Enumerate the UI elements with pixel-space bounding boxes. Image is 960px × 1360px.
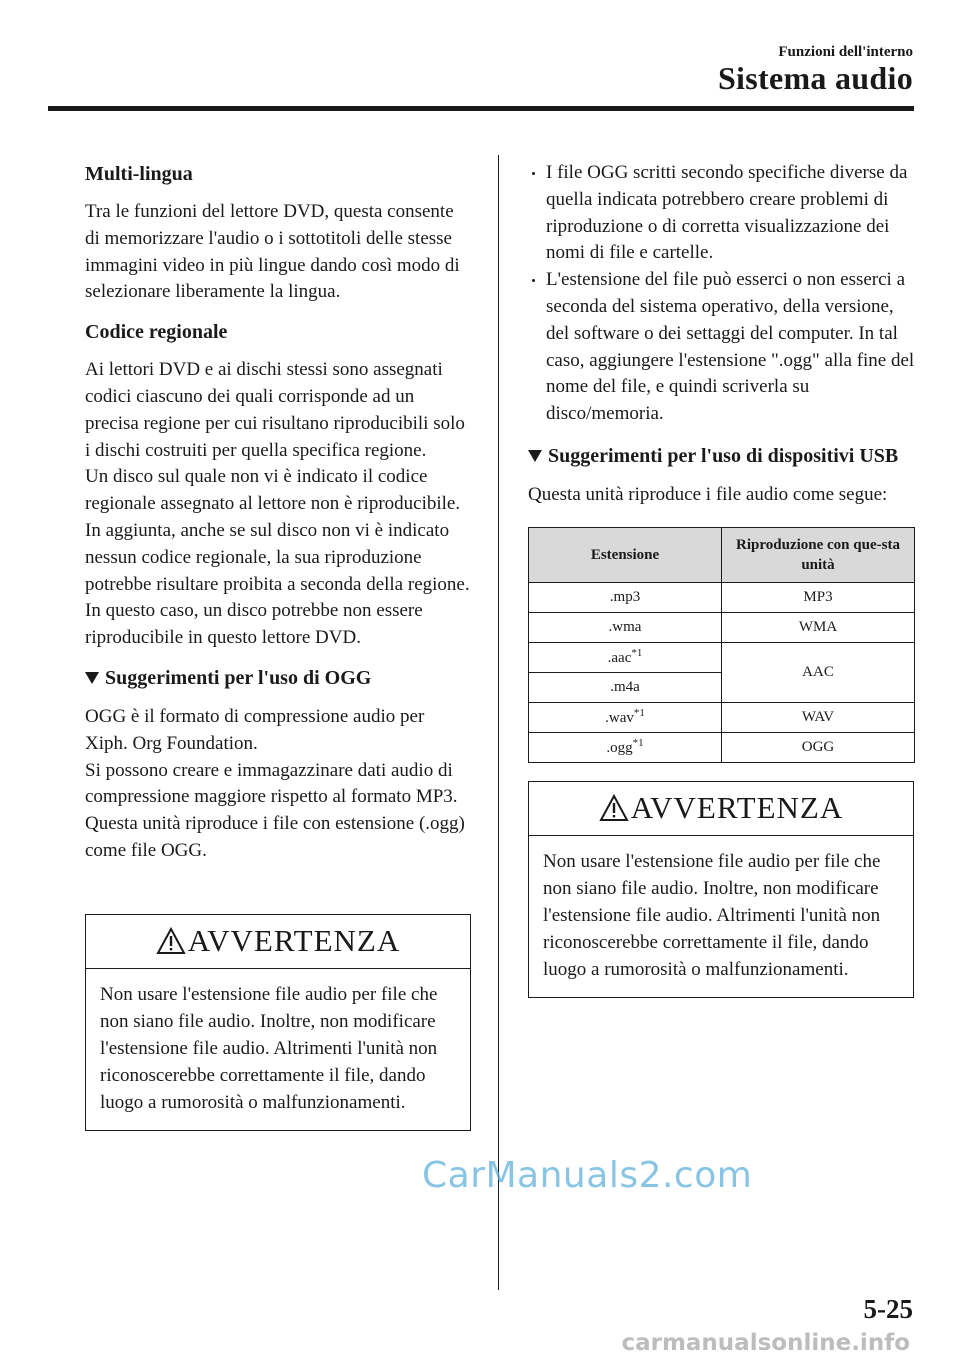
warning-box-right [528,781,914,998]
table-header-row [529,527,915,582]
file-format-table [528,527,915,763]
right-column [528,160,915,998]
cell-extension: .wma [529,612,722,642]
usb-tips-heading [528,442,915,470]
watermark-footer: carmanualsonline.info [621,1330,910,1356]
region-code-heading: Codice regionale [85,321,228,344]
cell-format: WAV [722,702,915,732]
warning-title: AVVERTENZA [187,923,401,959]
cell-extension: .mp3 [529,582,722,612]
usb-tips-heading-text: Suggerimenti per l'uso di dispositivi USB [548,444,899,467]
warning-header [86,915,470,969]
footnote-marker: *1 [632,737,644,750]
header-section-label: Funzioni dell'interno [778,44,913,60]
warning-header [529,782,913,836]
ogg-tips-heading [85,664,470,692]
column-header-playback: Riproduzione con que-sta unità [722,527,915,582]
warning-text: Non usare l'estensione file audio per file che non siano file audio. Inoltre, non modificare l'estensione file audio. Altrimenti l'unità non riconoscerebbe correttamente il file, dando luogo a rumorosità o malfunzionamenti. [543,850,881,980]
ogg-paragraph-1: OGG è il formato di compressione audio per Xiph. Org Foundation. [85,705,425,754]
cell-extension: .aac$^{*1}$ [529,642,722,672]
cell-extension: .ogg$^{*1}$ [529,732,722,762]
usb-intro-text: Questa unità riproduce i file audio come segue: [528,483,888,505]
warning-box-left [85,914,471,1131]
list-item [528,267,915,428]
list-item [528,160,915,267]
column-header-extension: Estensione [529,527,722,582]
cell-format: OGG [722,732,915,762]
ogg-paragraph-2: Si possono creare e immagazzinare dati audio di compressione maggiore rispetto al formato MP3. [85,759,458,808]
cell-format: AAC [722,642,915,702]
multi-lingua-text: Tra le funzioni del lettore DVD, questa consente di memorizzare l'audio o i sottotitoli delle stesse immagini video in più lingue dando così modo di selezionare liberamente la lingua. [85,201,460,303]
footnote-marker: *1 [631,647,643,660]
table-row [529,732,915,762]
page-number: 5-25 [863,1294,913,1324]
table-row [529,702,915,732]
triangle-bullet-icon [85,672,99,684]
warning-title: AVVERTENZA [630,790,844,826]
bullet-dot-icon [532,279,535,282]
region-code-paragraph-3: In aggiunta, anche se sul disco non vi è indicato nessun codice regionale, la sua riproduzione potrebbe risultare proibita a seconda della regione. In questo caso, un disco potrebbe non essere riproducibile in questo lettore DVD. [85,519,470,649]
bullet-dot-icon [532,172,535,175]
list-item-text: I file OGG scritti secondo specifiche diverse da quella indicata potrebbero creare problemi di riproduzione o di corretta visualizzazione dei nomi di file e cartelle. [546,162,908,264]
multi-lingua-heading: Multi-lingua [85,163,193,185]
ogg-paragraph-3: Questa unità riproduce i file con estensione (.ogg) come file OGG. [85,813,465,861]
triangle-bullet-icon [528,450,542,462]
region-code-paragraph-1: Ai lettori DVD e ai dischi stessi sono assegnati codici ciascuno dei quali corrisponde ad un precisa regione per cui risultano riproducibili solo i dischi costruiti per quella specifica regione. [85,359,465,461]
ogg-notes-list [528,160,915,428]
table-row [529,582,915,612]
region-code-paragraph-2: Un disco sul quale non vi è indicato il codice regionale assegnato al lettore non è riproducibile. [85,466,461,515]
cell-extension: .wav$^{*1}$ [529,702,722,732]
warning-triangle-icon [156,927,186,955]
left-column [85,160,470,1131]
ogg-tips-heading-text: Suggerimenti per l'uso di OGG [105,666,372,689]
footnote-marker: *1 [633,707,645,720]
table-row [529,612,915,642]
list-item-text: L'estensione del file può esserci o non esserci a seconda del sistema operativo, della versione, del software o dei settaggi del computer. In tal caso, aggiungere l'estensione ".ogg" alla fine del nome del file, e quindi scriverla su disco/memoria. [546,269,915,425]
cell-format: WMA [722,612,915,642]
warning-triangle-icon [599,794,629,822]
warning-text: Non usare l'estensione file audio per file che non siano file audio. Inoltre, non modificare l'estensione file audio. Altrimenti l'unità non riconoscerebbe correttamente il file, dando luogo a rumorosità o malfunzionamenti. [100,983,438,1113]
page-title: Sistema audio [717,60,913,96]
cell-format: MP3 [722,582,915,612]
header-rule [48,106,914,111]
watermark-center: CarManuals2.com [422,1155,753,1196]
cell-extension: .m4a [529,672,722,702]
column-divider [498,155,499,1290]
table-row [529,642,915,672]
